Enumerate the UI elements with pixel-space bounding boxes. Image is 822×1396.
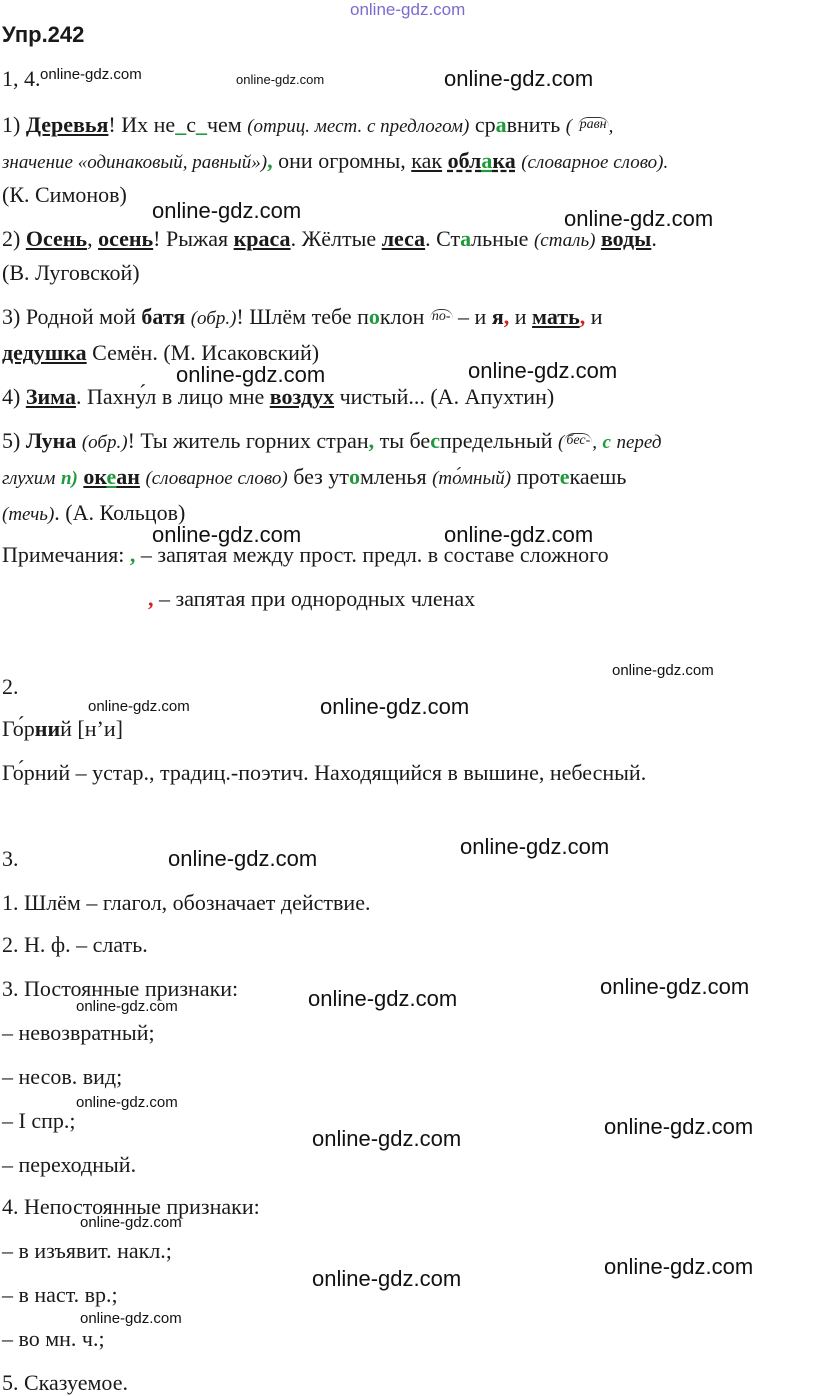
- analysis-line: 2. Н. ф. – слать.: [2, 932, 148, 957]
- analysis-line: – несов. вид;: [2, 1064, 123, 1089]
- watermark: online-gdz.com: [312, 1266, 462, 1291]
- prefix-icon: бес-: [566, 433, 591, 448]
- watermark: online-gdz.com: [152, 198, 302, 223]
- watermark: online-gdz.com: [460, 834, 610, 859]
- watermark: online-gdz.com: [76, 1094, 178, 1111]
- watermark: online-gdz.com: [152, 522, 302, 547]
- watermark: online-gdz.com: [468, 358, 618, 383]
- task-3-number: 3.: [2, 846, 19, 871]
- analysis-line: – в изъявит. накл.;: [2, 1238, 172, 1263]
- top-watermark: online-gdz.com: [350, 0, 466, 19]
- analysis-line: – во мн. ч.;: [2, 1326, 105, 1351]
- watermark: online-gdz.com: [564, 206, 714, 231]
- watermark: online-gdz.com: [320, 694, 470, 719]
- analysis-line: – I спр.;: [2, 1108, 76, 1133]
- task-2-number: 2.: [2, 674, 19, 699]
- sentence-1-line-2: значение «одинаковый, равный»), они огромны, как облака (словарное слово).: [2, 148, 669, 173]
- watermark: online-gdz.com: [612, 662, 714, 679]
- watermark: online-gdz.com: [604, 1114, 754, 1139]
- watermark: online-gdz.com: [604, 1254, 754, 1279]
- task-2-word: Го́рний [н’и]: [2, 716, 123, 741]
- sentence-5-line-1: 5) Луна (обр.)! Ты житель горних стран, ты беспредельный ( бес- , с перед: [2, 428, 662, 453]
- watermark: online-gdz.com: [168, 846, 318, 871]
- sentence-1-author: (К. Симонов): [2, 182, 127, 207]
- analysis-line: – в наст. вр.;: [2, 1282, 118, 1307]
- root-icon: равн: [579, 117, 607, 132]
- sentence-2-line-1: 2) Осень, осень! Рыжая краса. Жёлтые леса. Стальные (сталь) воды.: [2, 226, 657, 251]
- sentence-1-line-1: 1) Деревья! Их не_с_чем (отриц. мест. с предлогом) сравнить ( равн ,: [2, 112, 614, 137]
- analysis-line: 3. Постоянные признаки:: [2, 976, 239, 1001]
- analysis-line: 5. Сказуемое.: [2, 1370, 128, 1395]
- subject-word: Деревья: [25, 112, 109, 137]
- watermark: online-gdz.com: [80, 1214, 182, 1231]
- notes-line-1: Примечания: , – запятая между прост. предл. в составе сложного: [2, 542, 609, 567]
- sentence-3-line-1: 3) Родной мой батя (обр.)! Шлём тебе поклон по- – и я, и мать, и: [2, 304, 603, 329]
- analysis-line: 1. Шлём – глагол, обозначает действие.: [2, 890, 371, 915]
- notes-line-2: , – запятая при однородных членах: [148, 586, 476, 611]
- sentence-2-author: (В. Луговской): [2, 260, 140, 285]
- sentence-4: 4) Зима. Пахну́л в лицо мне воздух чистый... (А. Апухтин): [2, 384, 555, 409]
- watermark: online-gdz.com: [444, 66, 594, 91]
- prefix-icon: по-: [431, 309, 451, 324]
- exercise-title: Упр.242: [2, 22, 85, 47]
- watermark: online-gdz.com: [76, 998, 178, 1015]
- watermark: online-gdz.com: [312, 1126, 462, 1151]
- watermark: online-gdz.com: [176, 362, 326, 387]
- sentence-3-line-2: дедушка Семён. (М. Исаковский): [2, 340, 320, 365]
- watermark: online-gdz.com: [80, 1310, 182, 1327]
- analysis-line: – переходный.: [2, 1152, 137, 1177]
- watermark: online-gdz.com: [88, 698, 190, 715]
- watermark: online-gdz.com: [600, 974, 750, 999]
- watermark: online-gdz.com: [444, 522, 594, 547]
- analysis-line: – невозвратный;: [2, 1020, 155, 1045]
- sentence-5-line-3: (течь). (А. Кольцов): [2, 500, 186, 525]
- task-numbers: 1, 4.: [2, 66, 41, 91]
- sentence-5-line-2: глухим п) океан (словарное слово) без утомленья (то́мный) протекаешь: [2, 464, 627, 489]
- watermark: online-gdz.com: [308, 986, 458, 1011]
- watermark: online-gdz.com: [40, 66, 142, 83]
- watermark: online-gdz.com: [236, 72, 325, 87]
- task-2-definition: Го́рний – устар., традиц.-поэтич. Находящийся в вышине, небесный.: [2, 760, 647, 785]
- analysis-line: 4. Непостоянные признаки:: [2, 1194, 260, 1219]
